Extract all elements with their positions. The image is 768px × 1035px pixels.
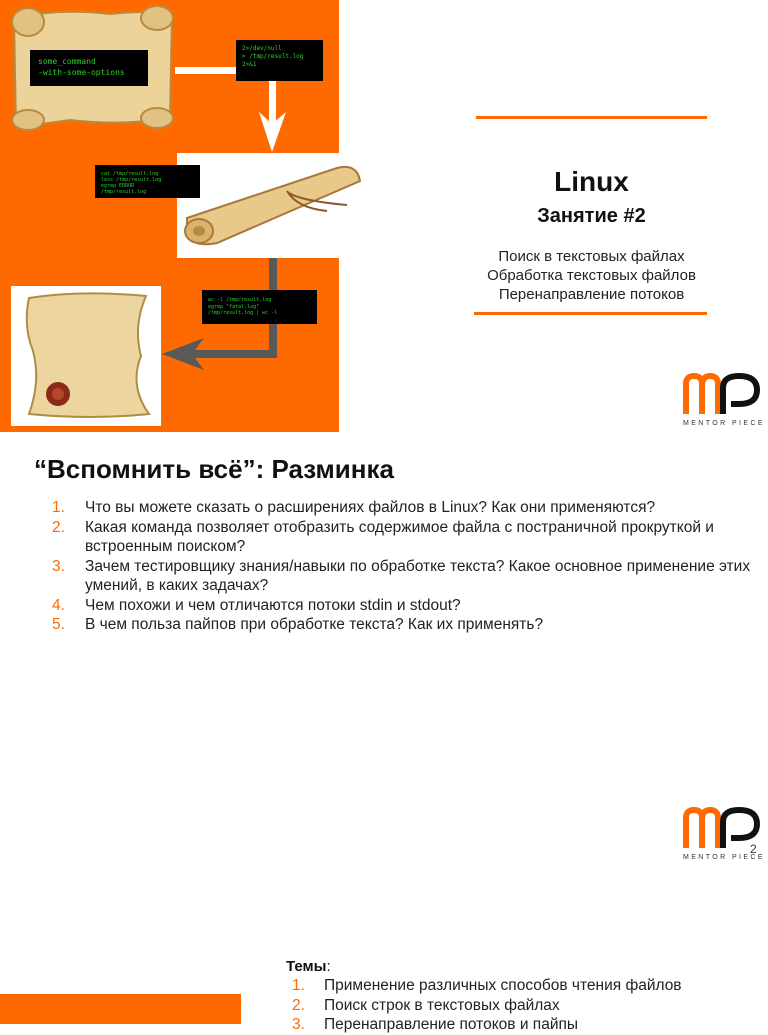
theme-text: Поиск строк в текстовых файлах [324, 996, 560, 1014]
topic-item: Перенаправление потоков [498, 286, 685, 303]
list-item [292, 996, 762, 1016]
themes-colon: : [326, 958, 331, 975]
list-number: 1. [292, 977, 305, 994]
list-number: 2. [52, 518, 65, 536]
divider-top [476, 116, 707, 119]
question-text: В чем польза пайпов при обработке текста? Как их применять? [85, 616, 544, 633]
question-list [52, 498, 757, 635]
lesson-topics [476, 247, 707, 304]
list-number: 5. [52, 616, 65, 633]
page-title: Linux [554, 166, 629, 197]
terminal-snippet-command: some_command -with-some-options [30, 50, 148, 86]
logo-wordmark: MENTOR PIECE [683, 420, 765, 427]
terminal-snippet-read: cat /tmp/result.log less /tmp/result.log egrep ERROR /tmp/result.log [95, 165, 200, 198]
list-item [52, 615, 757, 635]
list-item [292, 1015, 762, 1035]
themes-heading [286, 958, 331, 975]
theme-text: Перенаправление потоков и пайпы [324, 1016, 579, 1033]
list-number: 2. [292, 996, 305, 1014]
terminal-snippet-redirect: 2>/dev/null > /tmp/result.log 2>&1 [236, 40, 323, 81]
divider-bottom [474, 312, 707, 315]
list-number: 3. [292, 1016, 305, 1033]
page-number: 2 [750, 842, 757, 856]
rolled-scroll-image [177, 153, 368, 258]
list-item [52, 498, 757, 518]
topic-item: Обработка текстовых файлов [487, 267, 696, 284]
mentor-piece-logo [683, 806, 763, 866]
list-number: 3. [52, 557, 65, 575]
topic-item: Поиск в текстовых файлах [498, 248, 685, 265]
mp-logo-icon [683, 372, 763, 418]
accent-bar [0, 994, 241, 1024]
themes-label: Темы [286, 958, 327, 975]
theme-text: Применение различных способов чтения файлов [324, 977, 682, 994]
themes-list [292, 976, 762, 1035]
title-slide [0, 0, 768, 432]
mentor-piece-logo [683, 372, 763, 432]
question-text: Зачем тестировщику знания/навыки по обработке текста? Какое основное применение этих умений, в каких задачах? [85, 557, 751, 594]
logo-wordmark: MENTOR PIECE [683, 854, 765, 861]
lesson-subtitle: Занятие #2 [537, 205, 646, 227]
list-item [292, 976, 762, 996]
sealed-scroll-image [11, 286, 161, 426]
list-item [52, 518, 757, 557]
list-number: 4. [52, 596, 65, 614]
list-item [52, 596, 757, 616]
question-text: Чем похожи и чем отличаются потоки stdin и stdout? [85, 596, 461, 614]
list-item [52, 557, 757, 596]
terminal-snippet-count: wc -l /tmp/result.log egrep "fatal.log" /tmp/result.log | wc -l [202, 290, 317, 324]
list-number: 1. [52, 499, 65, 516]
question-text: Что вы можете сказать о расширениях файлов в Linux? Как они применяются? [85, 499, 656, 516]
warmup-title: “Вспомнить всё”: Разминка [34, 454, 394, 484]
question-text: Какая команда позволяет отобразить содержимое файла с постраничной прокруткой и встроенным поиском? [85, 518, 714, 555]
